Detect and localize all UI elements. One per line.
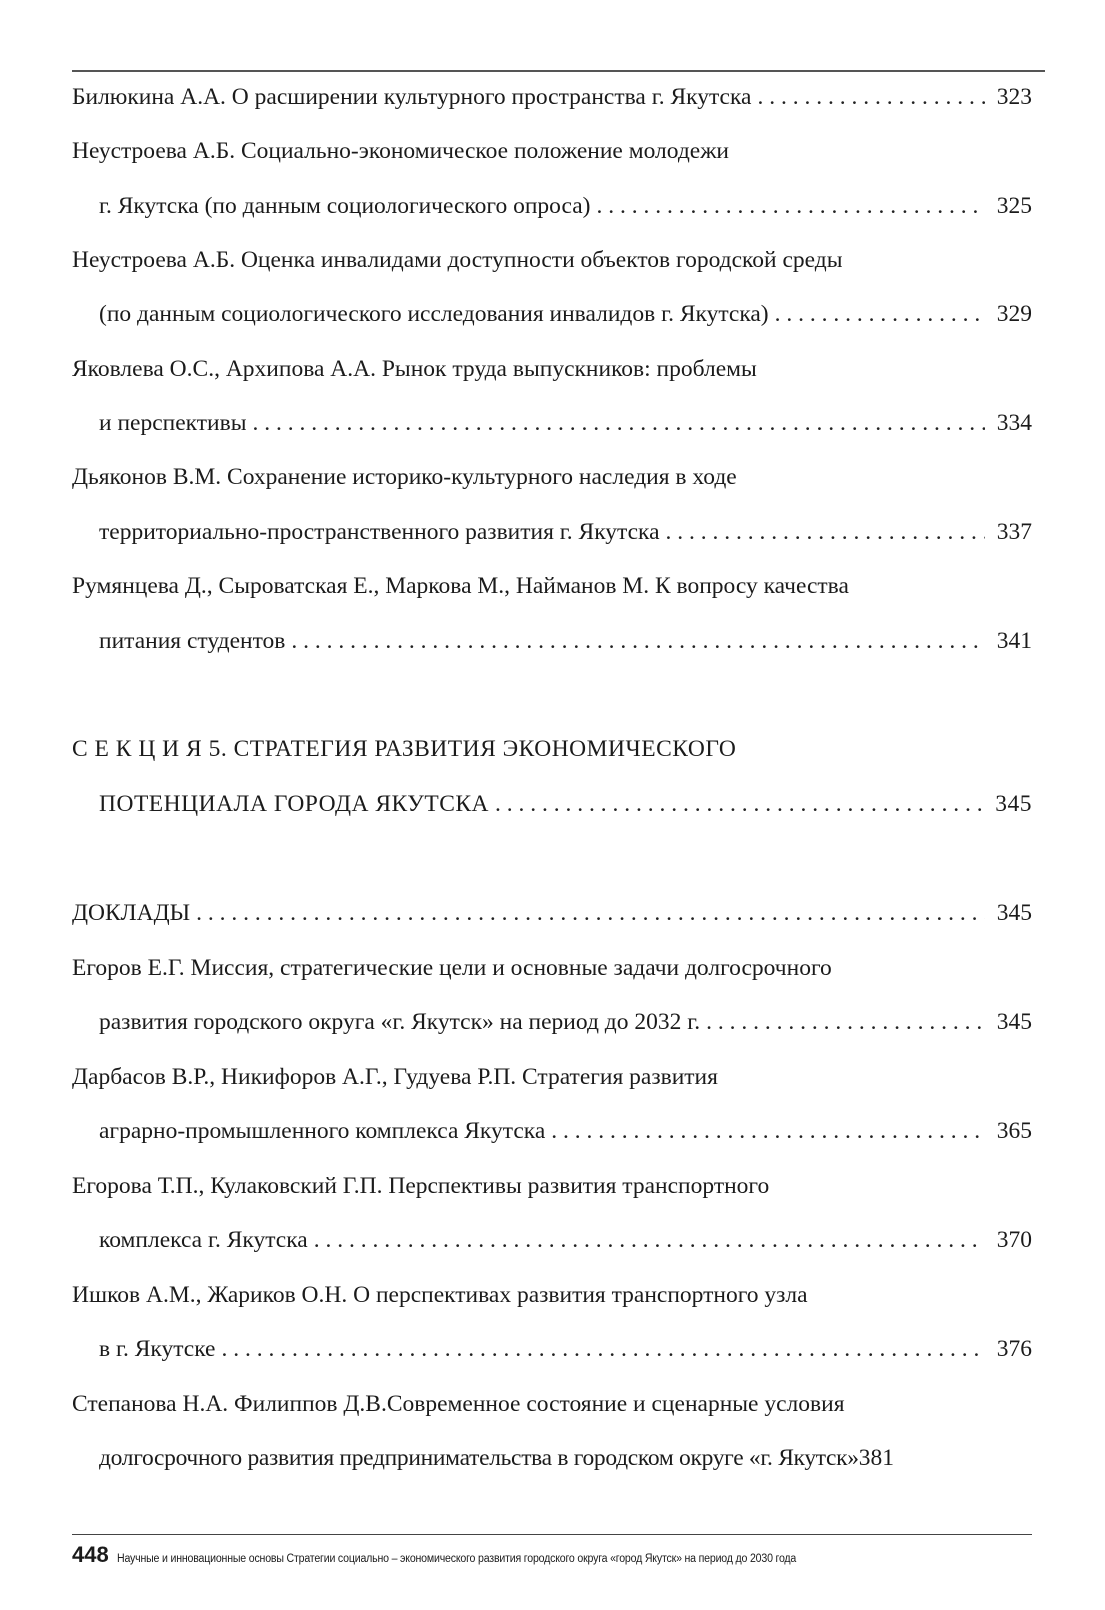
toc-entry-rumyantseva	[72, 566, 1032, 606]
leader-dots	[751, 77, 984, 117]
toc-entry-title: Неустроева А.Б. Оценка инвалидами доступности объектов городской среды	[72, 247, 843, 273]
leader-dots	[700, 1002, 985, 1042]
toc-page-number: 345	[996, 1009, 1032, 1035]
toc-entry-continuation	[99, 1329, 1032, 1369]
toc-entry-title-cont: питания студентов	[99, 628, 286, 654]
toc-entry-title-cont: в г. Якутске	[99, 1336, 216, 1362]
toc-entry-continuation	[99, 294, 1032, 334]
leader-dots	[769, 294, 985, 334]
toc-entry-title-cont: и перспективы	[99, 410, 247, 436]
section-heading	[72, 729, 1032, 769]
toc-entry-title-cont: (по данным социологического исследования инвалидов г. Якутска)	[99, 301, 769, 327]
toc-page-number: 370	[996, 1227, 1032, 1253]
toc-entry-title-cont: аграрно-промышленного комплекса Якутска	[99, 1118, 546, 1144]
toc-entry-title: Яковлева О.С., Архипова А.А. Рынок труда выпускников: проблемы	[72, 356, 757, 382]
toc-page-number: 341	[996, 628, 1032, 654]
toc-entry-title: Ишков А.М., Жариков О.Н. О перспективах развития транспортного узла	[72, 1282, 808, 1308]
toc-entry-egorov	[72, 948, 1032, 988]
footer-running-title: Научные и инновационные основы Стратегии социально – экономического развития городского округа «город Якутск» на период до 2030 года	[116, 1553, 796, 1565]
toc-entry-title-cont: г. Якутска (по данным социологического опроса)	[99, 193, 591, 219]
toc-entry-title: Неустроева А.Б. Социально-экономическое положение молодежи	[72, 138, 730, 164]
toc-entry-continuation	[99, 512, 1032, 552]
reports-title: ДОКЛАДЫ	[72, 900, 191, 926]
toc-entry-yakovleva	[72, 349, 1032, 389]
toc-entry-continuation	[99, 1002, 1032, 1042]
leader-dots	[246, 403, 984, 443]
toc-entry-continuation	[99, 403, 1032, 443]
top-rule	[72, 70, 1045, 72]
toc-entry-egorova	[72, 1166, 1032, 1206]
toc-page-number: 325	[996, 193, 1032, 219]
toc-entry-title: Дарбасов В.Р., Никифоров А.Г., Гудуева Р.П. Стратегия развития	[72, 1064, 718, 1090]
toc-entry-continuation	[99, 1111, 1032, 1151]
toc-entry-ishkov	[72, 1275, 1032, 1315]
toc-page-number: 365	[996, 1118, 1032, 1144]
toc-entry-title: Егорова Т.П., Кулаковский Г.П. Перспективы развития транспортного	[72, 1173, 770, 1199]
toc-page-number: 329	[996, 301, 1032, 327]
toc-entry-title: Степанова Н.А. Филиппов Д.В.Современное состояние и сценарные условия	[72, 1391, 845, 1417]
leader-dots	[190, 893, 985, 933]
toc-entry-darbasov	[72, 1057, 1032, 1097]
toc-page-number: 381	[858, 1445, 895, 1471]
toc-entry-title-cont: территориально-пространственного развития г. Якутска	[99, 519, 660, 545]
section-title-cont: ПОТЕНЦИАЛА ГОРОДА ЯКУТСКА	[99, 791, 490, 817]
leader-dots	[308, 1220, 985, 1260]
toc-entry-stepanova	[72, 1384, 1032, 1424]
toc-page-number: 337	[996, 519, 1032, 545]
toc-entry-title: Дьяконов В.М. Сохранение историко-культурного наследия в ходе	[72, 464, 737, 490]
footer-rule	[72, 1534, 1032, 1535]
section-title: С Е К Ц И Я 5. СТРАТЕГИЯ РАЗВИТИЯ ЭКОНОМИЧЕСКОГО	[72, 736, 737, 762]
toc-entry-continuation	[99, 186, 1032, 226]
toc-entry-neustroeva-1	[72, 131, 1032, 171]
toc-entry-neustroeva-2	[72, 240, 1032, 280]
toc-entry-title: Билюкина А.А. О расширении культурного пространства г. Якутска	[72, 84, 752, 110]
leader-dots	[545, 1111, 985, 1151]
toc-page-number: 345	[996, 900, 1032, 926]
leader-dots	[660, 512, 985, 552]
leader-dots	[215, 1329, 984, 1369]
toc-entry-continuation	[99, 1220, 1032, 1260]
toc-entry-biliukina	[72, 77, 1032, 117]
section-heading-continuation	[99, 784, 1032, 824]
toc-entry-title-cont: развития городского округа «г. Якутск» на период до 2032 г.	[99, 1009, 701, 1035]
footer-page-number: 448	[72, 1542, 109, 1567]
toc-entry-continuation	[99, 1438, 1032, 1478]
leader-dots	[590, 186, 984, 226]
page-footer	[72, 1542, 1032, 1566]
toc-page-number: 334	[996, 410, 1032, 436]
toc-page-number: 345	[995, 791, 1032, 817]
reports-heading	[72, 893, 1032, 933]
toc-entry-continuation	[99, 621, 1032, 661]
toc-entry-title-cont: долгосрочного развития предпринимательства в городском округе «г. Якутск»	[99, 1445, 859, 1471]
leader-dots	[285, 621, 984, 661]
toc-page-number: 376	[996, 1336, 1032, 1362]
toc-entry-title: Румянцева Д., Сыроватская Е., Маркова М., Найманов М. К вопросу качества	[72, 573, 849, 599]
toc-entry-title-cont: комплекса г. Якутска	[99, 1227, 308, 1253]
toc-entry-title: Егоров Е.Г. Миссия, стратегические цели и основные задачи долгосрочного	[72, 955, 832, 981]
toc-page-number: 323	[996, 84, 1032, 110]
leader-dots	[489, 784, 983, 824]
toc-entry-dyakonov	[72, 457, 1032, 497]
